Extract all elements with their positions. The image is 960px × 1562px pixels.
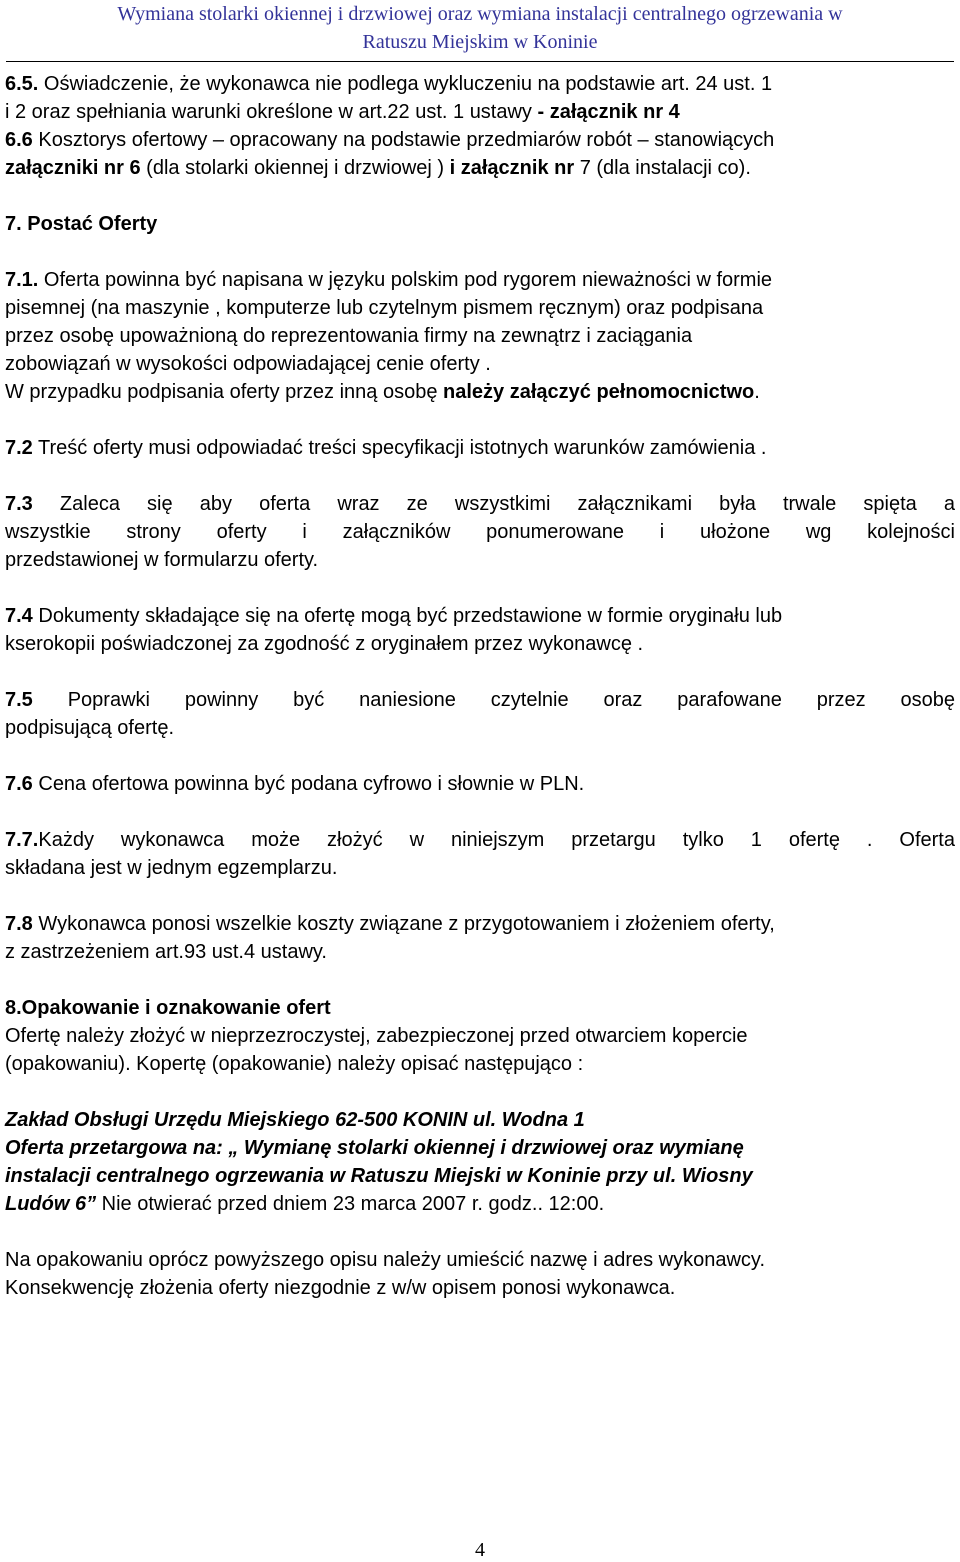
label-address: Zakład Obsługi Urzędu Miejskiego 62-500 KONIN ul. Wodna 1: [5, 1109, 585, 1131]
section-number: 7.1.: [5, 269, 39, 291]
section-7-heading: 7. Postać Oferty: [5, 213, 158, 235]
label-offer-title-end: Ludów 6”: [5, 1193, 97, 1215]
label-deadline: Nie otwierać przed dniem 23 marca 2007 r. godz.. 12:00.: [96, 1193, 605, 1215]
text: Poprawki powinny być naniesione czytelnie oraz parafowane przez osobę: [32, 689, 955, 711]
section-7-5: [5, 686, 955, 742]
section-number: 7.5: [5, 689, 33, 711]
section-6-5: [5, 70, 955, 126]
text: składana jest w jednym egzemplarzu.: [5, 857, 338, 879]
closing-notes: [5, 1246, 955, 1302]
section-7-4: [5, 602, 955, 658]
header-line-2: Ratuszu Miejskim w Koninie: [362, 31, 598, 53]
section-number: 7.4: [5, 605, 33, 627]
section-7-6: [5, 770, 955, 798]
section-7-2: [5, 434, 955, 462]
bold-text: załączniki nr 6: [5, 157, 141, 179]
text: Ofertę należy złożyć w nieprzezroczystej, zabezpieczonej przed otwarciem kopercie: [5, 1025, 748, 1047]
section-number: 7.2: [5, 437, 33, 459]
text: przez osobę upoważnioną do reprezentowania firmy na zewnątrz i zaciągania: [5, 325, 693, 347]
section-number: 6.5.: [5, 73, 39, 95]
section-6-6: [5, 126, 955, 182]
text: Cena ofertowa powinna być podana cyfrowo i słownie w PLN.: [32, 773, 585, 795]
text: pisemnej (na maszynie , komputerze lub czytelnym pismem ręcznym) oraz podpisana: [5, 297, 764, 319]
text: Każdy wykonawca może złożyć w niniejszym przetargu tylko 1 ofertę . Oferta: [38, 829, 955, 851]
text: (dla stolarki okiennej i drzwiowej ): [140, 157, 450, 179]
document-body: [5, 70, 955, 1302]
text: Kosztorys ofertowy – opracowany na podstawie przedmiarów robót – stanowiących: [32, 129, 775, 151]
bold-text: należy załączyć pełnomocnictwo: [443, 381, 755, 403]
section-number: 6.6: [5, 129, 33, 151]
section-7-8: [5, 910, 955, 966]
section-number: 7.8: [5, 913, 33, 935]
section-number: 7.6: [5, 773, 33, 795]
text: wszystkie strony oferty i załączników ponumerowane i ułożone wg kolejności: [5, 521, 955, 543]
section-8: [5, 994, 955, 1078]
section-7-3: [5, 490, 955, 574]
text: zobowiązań w wysokości odpowiadającej cenie oferty .: [5, 353, 491, 375]
header-line-1: Wymiana stolarki okiennej i drzwiowej oraz wymiana instalacji centralnego ogrzewania w: [117, 3, 843, 25]
section-number: 7.7.: [5, 829, 39, 851]
running-header: [0, 0, 960, 60]
section-7-1: [5, 266, 955, 406]
text: Wykonawca ponosi wszelkie koszty związane z przygotowaniem i złożeniem oferty,: [32, 913, 775, 935]
text: kserokopii poświadczonej za zgodność z oryginałem przez wykonawcę .: [5, 633, 644, 655]
text: Konsekwencję złożenia oferty niezgodnie z w/w opisem ponosi wykonawca.: [5, 1277, 676, 1299]
text: .: [754, 381, 760, 403]
bold-text: i załącznik nr: [449, 157, 575, 179]
text: Treść oferty musi odpowiadać treści specyfikacji istotnych warunków zamówienia .: [32, 437, 767, 459]
header-rule: [6, 61, 954, 62]
text: Na opakowaniu oprócz powyższego opisu należy umieścić nazwę i adres wykonawcy.: [5, 1249, 765, 1271]
bold-text: - załącznik nr 4: [537, 101, 680, 123]
text: i 2 oraz spełniania warunki określone w art.22 ust. 1 ustawy: [5, 101, 538, 123]
text: podpisującą ofertę.: [5, 717, 175, 739]
text: 7 (dla instalacji co).: [574, 157, 751, 179]
text: Oferta powinna być napisana w języku polskim pod rygorem nieważności w formie: [38, 269, 773, 291]
text: z zastrzeżeniem art.93 ust.4 ustawy.: [5, 941, 327, 963]
label-offer-title: Oferta przetargowa na: „ Wymianę stolarki okiennej i drzwiowej oraz wymianę: [5, 1137, 744, 1159]
text: (opakowaniu). Kopertę (opakowanie) należy opisać następująco :: [5, 1053, 584, 1075]
text: Oświadczenie, że wykonawca nie podlega wykluczeniu na podstawie art. 24 ust. 1: [38, 73, 773, 95]
text: Zaleca się aby oferta wraz ze wszystkimi załącznikami była trwale spięta a: [32, 493, 955, 515]
text: Dokumenty składające się na ofertę mogą być przedstawione w formie oryginału lub: [32, 605, 783, 627]
envelope-label: [5, 1106, 955, 1218]
page-number: 4: [475, 1539, 485, 1561]
section-number: 7.3: [5, 493, 33, 515]
text: W przypadku podpisania oferty przez inną osobę: [5, 381, 444, 403]
text: przedstawionej w formularzu oferty.: [5, 549, 319, 571]
section-7-7: [5, 826, 955, 882]
section-8-heading: 8.Opakowanie i oznakowanie ofert: [5, 997, 331, 1019]
label-offer-title-cont: instalacji centralnego ogrzewania w Ratuszu Miejski w Koninie przy ul. Wiosny: [5, 1165, 753, 1187]
